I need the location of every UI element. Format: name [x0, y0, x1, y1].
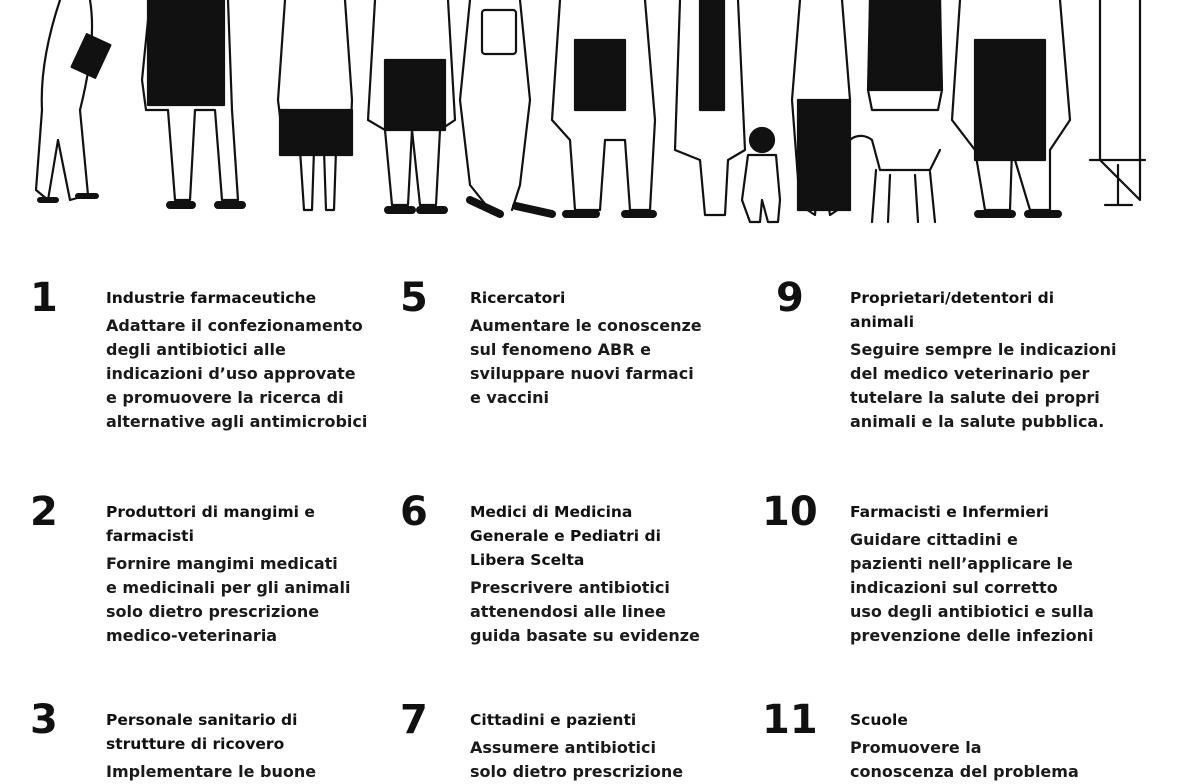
- item-title: Cittadini e pazienti: [470, 711, 637, 729]
- item-description: Prescrivere antibiotici attenendosi alle linee guida basate su evidenze: [470, 578, 700, 645]
- item-title: Farmacisti e Infermieri: [850, 503, 1049, 521]
- man-figure-icon: [142, 0, 242, 205]
- item-number: 7: [400, 697, 428, 743]
- item-title: Personale sanitario di strutture di ricovero: [106, 711, 298, 753]
- dog-figure-icon: [848, 136, 940, 222]
- item-title: Industrie farmaceutiche: [106, 289, 317, 307]
- item-title: Produttori di mangimi e farmacisti: [106, 503, 315, 545]
- item-title: Medici di Medicina Generale e Pediatri di Libera Scelta: [470, 503, 661, 569]
- item-description: Adattare il confezionamento degli antibiotici alle indicazioni d’uso approvate e promuovere la ricerca di alternative agli antimicrobici: [106, 316, 368, 431]
- item-description: Implementare le buone: [106, 762, 317, 781]
- person-figure-icon: [552, 0, 655, 214]
- item-description: Promuovere la conoscenza del problema: [850, 738, 1079, 781]
- item-description: Fornire mangimi medicati e medicinali per gli animali solo dietro prescrizione medico-veterinaria: [106, 554, 351, 645]
- woman-tall-figure-icon: [792, 0, 850, 215]
- item-description: Assumere antibiotici solo dietro prescrizione: [470, 738, 684, 781]
- doctor-figure-icon: [36, 0, 110, 200]
- item-number: 11: [762, 697, 818, 743]
- man-jacket-figure-icon: [368, 0, 455, 210]
- item-number: 1: [30, 275, 58, 321]
- item-description: Aumentare le conoscenze sul fenomeno ABR e sviluppare nuovi farmaci e vaccini: [470, 316, 702, 407]
- item-description: Guidare cittadini e pazienti nell’applicare le indicazioni sul corretto uso degli antibiotici e sulla prevenzione delle infezioni: [850, 530, 1094, 645]
- item-description: Seguire sempre le indicazioni del medico veterinario per tutelare la salute dei propri animali e la salute pubblica.: [850, 340, 1117, 431]
- item-number: 6: [400, 489, 428, 535]
- item-title: Scuole: [850, 711, 908, 729]
- item-number: 10: [762, 489, 818, 535]
- item-number: 5: [400, 275, 428, 321]
- woman-figure-icon: [278, 0, 352, 210]
- silo-structure-icon: [1090, 0, 1145, 205]
- researcher-figure-icon: [460, 0, 552, 214]
- farmer-figure-icon: [952, 0, 1070, 214]
- item-number: 9: [776, 275, 804, 321]
- child-figure-icon: [742, 128, 780, 222]
- man-figure-right-icon: [868, 0, 942, 110]
- item-number: 3: [30, 697, 58, 743]
- person-coat-figure-icon: [675, 0, 745, 215]
- item-title: Ricercatori: [470, 289, 566, 307]
- people-group-illustration-icon: [0, 0, 1200, 240]
- item-number: 2: [30, 489, 58, 535]
- item-title: Proprietari/detentori di animali: [850, 289, 1055, 331]
